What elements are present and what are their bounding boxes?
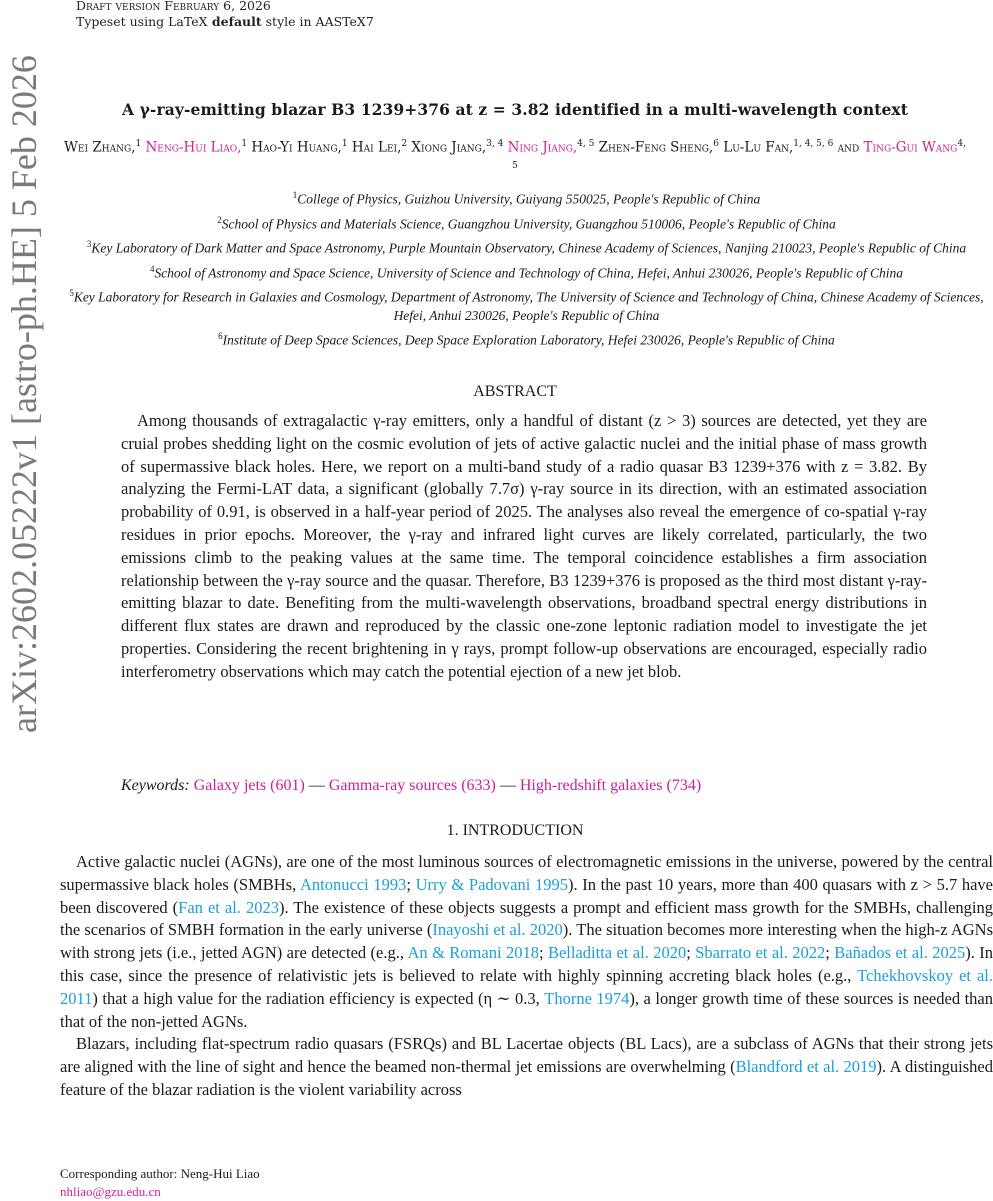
author-name[interactable]: Ning Jiang, — [507, 139, 578, 156]
author-name: Zhen-Feng Sheng, — [598, 139, 714, 156]
citation-link[interactable]: Blandford et al. 2019 — [735, 1057, 877, 1077]
abstract-heading: ABSTRACT — [473, 383, 557, 400]
draft-version: Draft version February 6, 2026 — [76, 0, 271, 13]
citation-link[interactable]: Tchekhovskoy et al. 2011 — [60, 965, 993, 1008]
keyword-link[interactable]: Galaxy jets (601) — [193, 777, 305, 794]
keyword-link[interactable]: High-redshift galaxies (734) — [519, 777, 702, 794]
paper-title: A γ-ray-emitting blazar B3 1239+376 at z = 3.82 identified in a multi-wavelength context — [121, 100, 909, 119]
author-name[interactable]: Neng-Hui Liao, — [145, 139, 242, 156]
affiliation: $^1$College of Physics, Guizhou University, Guiyang 550025, People's Republic of China — [292, 190, 761, 207]
keywords-label: Keywords: — [121, 777, 190, 794]
footnote — [60, 1165, 260, 1201]
citation-link[interactable]: Urry & Padovani 1995 — [415, 874, 568, 894]
affiliation: $^2$School of Physics and Materials Science, Guangzhou University, Guangzhou 510006, People's Republic of China — [217, 214, 836, 231]
affiliation-marker: 1 — [341, 139, 348, 149]
affiliation-marker: 1, 4, 5, 6 — [793, 139, 834, 149]
affiliation: $^3$Key Laboratory of Dark Matter and Space Astronomy, Purple Mountain Observatory, Chinese Academy of Sciences, Nanjing 210023, People's Republic of China — [86, 239, 967, 256]
affiliation-list — [60, 186, 993, 351]
arxiv-sidebar-stamp: arXiv:2602.05222v1 [astro-ph.HE] 5 Feb 2026 — [4, 55, 44, 733]
corresponding-author: Corresponding author: Neng-Hui Liao — [60, 1166, 260, 1181]
citation-link[interactable]: Belladitta et al. 2020 — [547, 943, 687, 963]
affiliation-marker: 4, 5 — [577, 139, 595, 149]
citation-link[interactable]: Antonucci 1993 — [299, 874, 407, 894]
citation-link[interactable]: Sbarrato et al. 2022 — [695, 943, 826, 963]
intro-paragraph-1: Active galactic nuclei (AGNs), are one of the most luminous sources of electromagnetic emissions in the universe, powered by the central supermassive black holes (SMBHs, Antonucci 1993; Urry & Padovani 1995). In the past 10 years, more than 400 quasars with z > 5.7 have been discovered (Fan et al. 2023). The existence of these objects suggests a prompt and efficient mass growth for the SMBHs, challenging the scenarios of SMBH formation in the early universe (Inayoshi et al. 2020). The situation becomes more interesting when the high-z AGNs with strong jets (i.e., jetted AGN) are detected (e.g., An & Romani 2018; Belladitta et al. 2020; Sbarrato et al. 2022; Bañados et al. 2025). In this case, since the presence of relativistic jets is believed to relate with highly spinning accreting black holes (e.g., Tchekhovskoy et al. 2011) that a high value for the radiation efficiency is expected (η ∼ 0.3, Thorne 1974), a longer growth time of these sources is needed than that of the non-jetted AGNs. — [60, 852, 993, 1031]
citation-link[interactable]: An & Romani 2018 — [407, 943, 539, 963]
affiliation-marker: 6 — [713, 139, 719, 149]
affiliation-marker: 1 — [241, 139, 248, 149]
author-name: Hao-Yi Huang, — [251, 139, 342, 156]
citation-link[interactable]: Bañados et al. 2025 — [834, 943, 966, 963]
affiliation-marker: 3, 4 — [486, 139, 504, 149]
author-name: Hai Lei, — [351, 139, 402, 156]
author-list — [60, 135, 970, 178]
author-name: Wei Zhang, — [64, 139, 136, 156]
citation-link[interactable]: Inayoshi et al. 2020 — [432, 920, 563, 940]
citation-link[interactable]: Fan et al. 2023 — [178, 897, 279, 917]
citation-link[interactable]: Thorne 1974 — [544, 988, 630, 1008]
keyword-link[interactable]: Gamma-ray sources (633) — [328, 777, 496, 794]
affiliation-marker: 2 — [401, 139, 408, 149]
author-name[interactable]: Ting-Gui Wang — [863, 139, 958, 156]
introduction-heading: 1. INTRODUCTION — [446, 822, 584, 839]
typeset-note: Typeset using LaTeX default style in AASTeX7 — [76, 14, 374, 29]
abstract-body — [121, 410, 927, 684]
running-header — [76, 0, 271, 13]
email-link[interactable]: nhliao@gzu.edu.cn — [60, 1184, 161, 1199]
latex-logo: LaTeX — [168, 14, 208, 29]
affiliation: $^5$Key Laboratory for Research in Galaxies and Cosmology, Department of Astronomy, The University of Science and Technology of China, Chinese Academy of Sciences, Hefei, Anhui 230026, People's Republic of China — [69, 288, 984, 323]
author-name: and — [837, 139, 860, 156]
affiliation-marker: 1 — [135, 139, 142, 149]
affiliation: $^6$Institute of Deep Space Sciences, Deep Space Exploration Laboratory, Hefei 230026, People's Republic of China — [218, 330, 835, 347]
affiliation: $^4$School of Astronomy and Space Science, University of Science and Technology of China, Hefei, Anhui 230026, People's Republic of China — [149, 263, 904, 280]
affiliation-marker: 4, 5 — [512, 139, 966, 171]
introduction-body — [60, 851, 993, 1102]
intro-paragraph-2: Blazars, including flat-spectrum radio quasars (FSRQs) and BL Lacertae objects (BL Lacs), are a subclass of AGNs that their strong jets are aligned with the line of sight and hence the beamed non-thermal jet emissions are overwhelming (Blandford et al. 2019). A distinguished feature of the blazar radiation is the violent variability across — [60, 1034, 993, 1099]
author-name: Lu-Lu Fan, — [723, 139, 794, 156]
abstract-text: Among thousands of extragalactic γ-ray emitters, only a handful of distant (z > 3) sources are detected, yet they are cruial probes shedding light on the cosmic evolution of jets of active galactic nuclei and the initial phase of mass growth of supermassive black holes. Here, we report on a multi-band study of a radio quasar B3 1239+376 with z = 3.82. By analyzing the Fermi-LAT data, a significant (globally 7.7σ) γ-ray source in its direction, with an estimated association probability of 0.91, is observed in a half-year period of 2025. The analyses also reveal the emergence of co-spatial γ-ray residues in prior epochs. Moreover, the γ-ray and infrared light curves are likely correlated, particularly, the two emissions climb to the peaking values at the same time. The temporal coincidence establishes a firm association relationship between the γ-ray source and the quasar. Therefore, B3 1239+376 is proposed as the third most distant γ-ray-emitting blazar to date. Benefiting from the multi-wavelength observations, broadband spectral energy distributions in different flux states are drawn and reproduced by the classic one-zone leptonic radiation model to investigate the jet properties. Considering the recent brightening in γ rays, prompt follow-up observations are encouraged, especially radio interferometry observations which may catch the potential ejection of a new jet blob. — [121, 411, 927, 681]
keywords-line: Keywords: Galaxy jets (601) — Gamma-ray sources (633) — High-redshift galaxies (734) — [121, 777, 702, 794]
author-name: Xiong Jiang, — [411, 139, 487, 156]
